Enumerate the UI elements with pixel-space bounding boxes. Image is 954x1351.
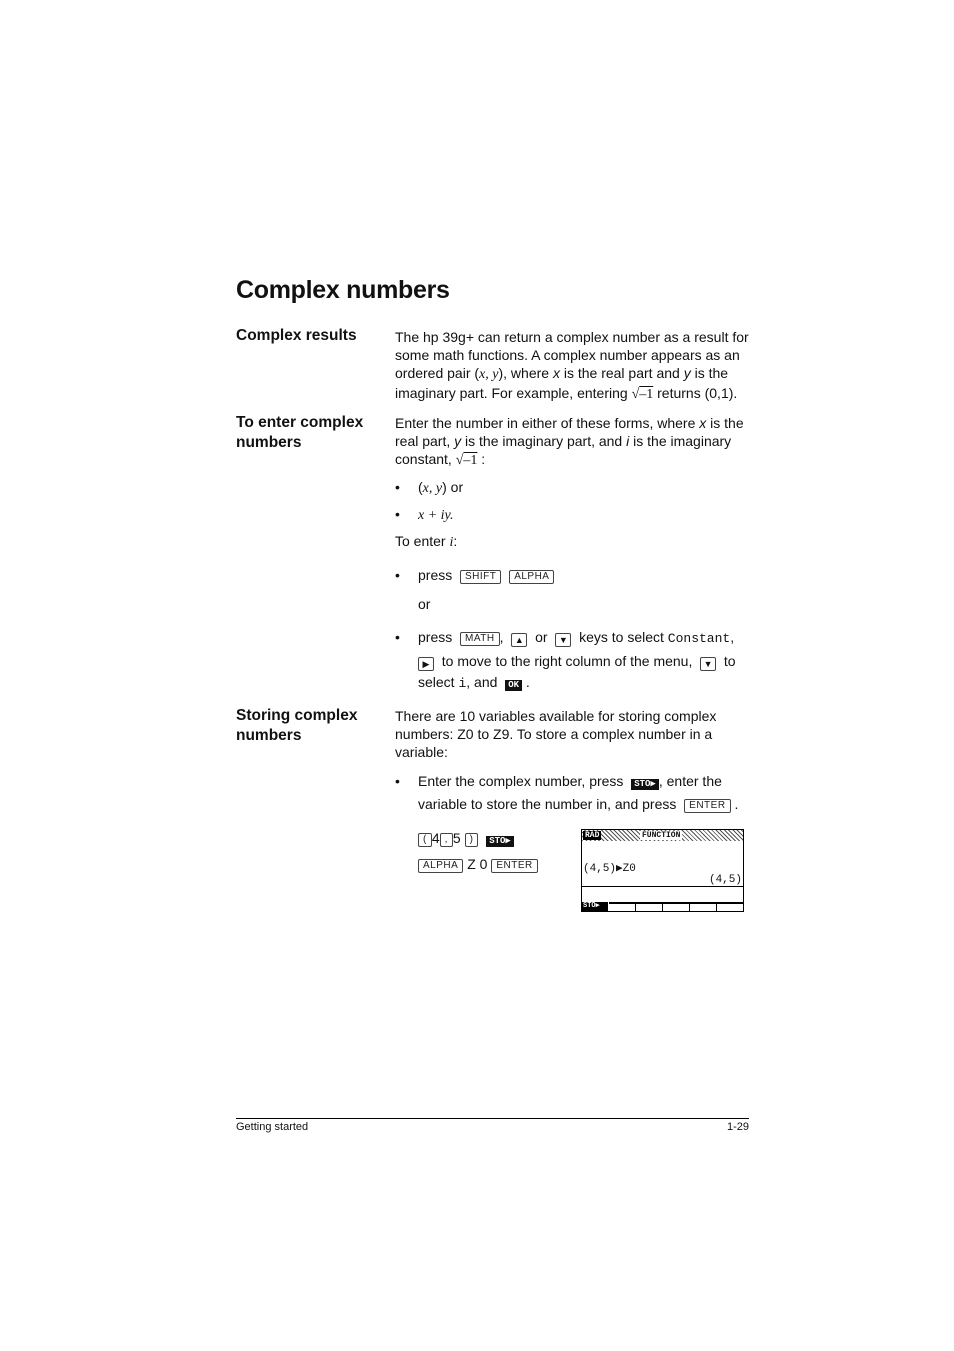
- alpha-key: ALPHA: [418, 859, 463, 873]
- text-line: constant, √–1 :: [395, 451, 486, 468]
- storing-paragraph: [395, 707, 755, 761]
- comma-key: ,: [440, 833, 453, 847]
- screen-menu-blank: [717, 902, 743, 911]
- left-paren-key: (: [418, 833, 432, 847]
- app-mode-indicator: FUNCTION: [642, 831, 681, 840]
- down-arrow-icon: ▼: [700, 657, 716, 671]
- screen-menu-blank: [636, 902, 663, 911]
- screen-divider: [582, 886, 743, 887]
- screen-input-line: (4,5)▶Z0: [583, 863, 636, 875]
- section-heading-enter-complex: To enter complex numbers: [236, 414, 364, 451]
- screen-menu-blank: [663, 902, 690, 911]
- text-line: imaginary part. For example, entering √–1 returns (0,1).: [395, 385, 738, 402]
- screen-result-line: (4,5): [708, 874, 742, 886]
- ok-softkey: OK: [505, 680, 522, 691]
- screen-header: [582, 830, 743, 841]
- page-title: Complex numbers: [236, 276, 450, 304]
- text-line: numbers: Z0 to Z9. To store a complex number in a: [395, 726, 713, 742]
- shift-key: SHIFT: [460, 570, 501, 584]
- footer-rule: [236, 1118, 749, 1119]
- complex-results-paragraph: [395, 328, 755, 404]
- up-arrow-icon: ▲: [511, 633, 527, 647]
- alpha-key: ALPHA: [509, 570, 554, 584]
- screen-softkey-menu: [582, 902, 743, 911]
- text-line: some math functions. A complex number appears as an: [395, 347, 740, 363]
- angle-mode-indicator: RAD: [585, 831, 600, 840]
- calculator-screen: [581, 829, 744, 912]
- sqrt-symbol: √–1: [455, 453, 478, 468]
- screen-menu-blank: [690, 902, 717, 911]
- screen-menu-blank: [609, 902, 636, 911]
- footer-chapter: Getting started: [236, 1121, 309, 1133]
- text-line: There are 10 variables available for storing complex: [395, 708, 717, 724]
- text-line: The hp 39g+ can return a complex number as a result for: [395, 329, 749, 345]
- footer-page-number: 1-29: [726, 1121, 749, 1133]
- right-arrow-icon: ▶: [418, 657, 434, 671]
- text-line: Enter the number in either of these forms, where x is the: [395, 415, 744, 431]
- section-heading-storing-complex: Storing complex numbers: [236, 707, 358, 744]
- text-line: ordered pair (x, y), where x is the real part and y is the: [395, 365, 729, 382]
- enter-key: ENTER: [684, 799, 730, 813]
- sto-softkey: STO▶: [631, 779, 659, 790]
- section-heading-complex-results: Complex results: [236, 327, 357, 344]
- right-paren-key: ): [465, 833, 479, 847]
- enter-complex-paragraph: [395, 414, 755, 470]
- enter-key: ENTER: [491, 859, 537, 873]
- sqrt-symbol: √–1: [631, 387, 654, 402]
- text-line: variable:: [395, 744, 448, 760]
- sto-softkey: STO▶: [486, 836, 514, 847]
- math-key: MATH: [460, 632, 500, 646]
- text-line: real part, y is the imaginary part, and i is the imaginary: [395, 433, 732, 449]
- down-arrow-icon: ▼: [555, 633, 571, 647]
- screen-menu-sto: STO▶: [582, 902, 609, 911]
